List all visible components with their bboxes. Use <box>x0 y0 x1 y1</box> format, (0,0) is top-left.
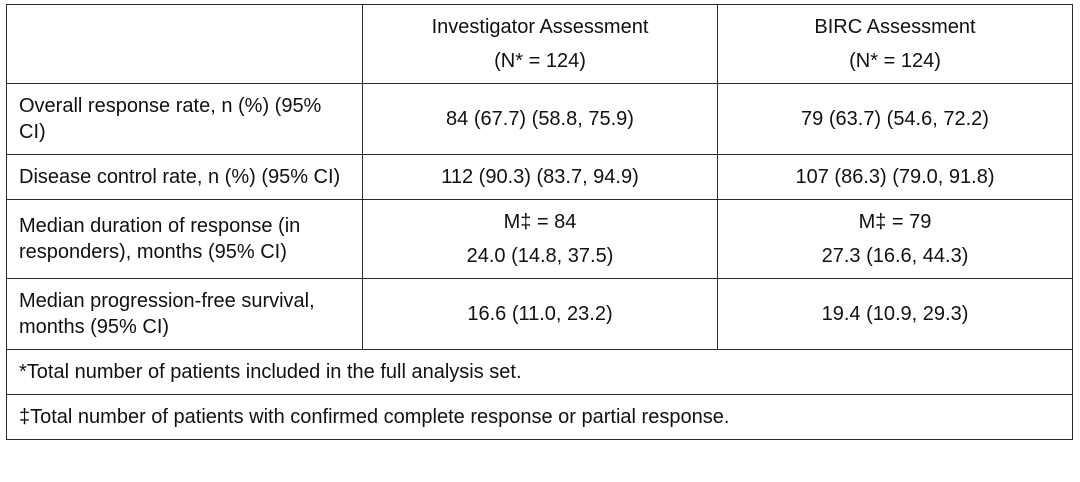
row-value-disease-control-rate-birc <box>718 155 1073 200</box>
footnote-row <box>7 350 1073 395</box>
value-line: M‡ = 84 <box>503 211 577 233</box>
row-value-disease-control-rate-investigator <box>363 155 718 200</box>
row-value-median-duration-birc <box>718 200 1073 279</box>
header-cell-birc <box>718 5 1073 84</box>
table-row <box>7 279 1073 350</box>
value-line: 19.4 (10.9, 29.3) <box>821 303 969 325</box>
header-cell-empty <box>7 5 363 84</box>
row-label-median-duration-of-response: Median duration of response (in responders), months (95% CI) <box>7 200 363 279</box>
value-line: M‡ = 79 <box>858 211 932 233</box>
row-value-median-pfs-birc <box>718 279 1073 350</box>
header-investigator-n: (N* = 124) <box>494 50 586 72</box>
row-label-overall-response-rate: Overall response rate, n (%) (95% CI) <box>7 84 363 155</box>
row-label-median-pfs: Median progression-free survival, months (95% CI) <box>7 279 363 350</box>
value-line: 112 (90.3) (83.7, 94.9) <box>441 166 639 188</box>
table-row <box>7 200 1073 279</box>
header-cell-investigator <box>363 5 718 84</box>
value-line: 16.6 (11.0, 23.2) <box>467 303 613 325</box>
table-row <box>7 155 1073 200</box>
row-value-overall-response-rate-investigator <box>363 84 718 155</box>
header-birc-title: BIRC Assessment <box>814 16 976 38</box>
table-row <box>7 84 1073 155</box>
header-investigator-title: Investigator Assessment <box>431 16 649 38</box>
value-line: 27.3 (16.6, 44.3) <box>821 245 969 267</box>
table-header-row <box>7 5 1073 84</box>
row-value-median-duration-investigator <box>363 200 718 279</box>
footnote-total-patients-fas: *Total number of patients included in the full analysis set. <box>7 350 1073 395</box>
row-label-disease-control-rate: Disease control rate, n (%) (95% CI) <box>7 155 363 200</box>
header-birc-n: (N* = 124) <box>849 50 941 72</box>
row-value-median-pfs-investigator <box>363 279 718 350</box>
value-line: 24.0 (14.8, 37.5) <box>466 245 614 267</box>
value-line: 84 (67.7) (58.8, 75.9) <box>446 108 634 130</box>
footnote-confirmed-response: ‡Total number of patients with confirmed complete response or partial response. <box>7 395 1073 440</box>
results-table <box>6 4 1073 440</box>
value-line: 107 (86.3) (79.0, 91.8) <box>795 166 995 188</box>
footnote-row <box>7 395 1073 440</box>
row-value-overall-response-rate-birc <box>718 84 1073 155</box>
value-line: 79 (63.7) (54.6, 72.2) <box>801 108 989 130</box>
